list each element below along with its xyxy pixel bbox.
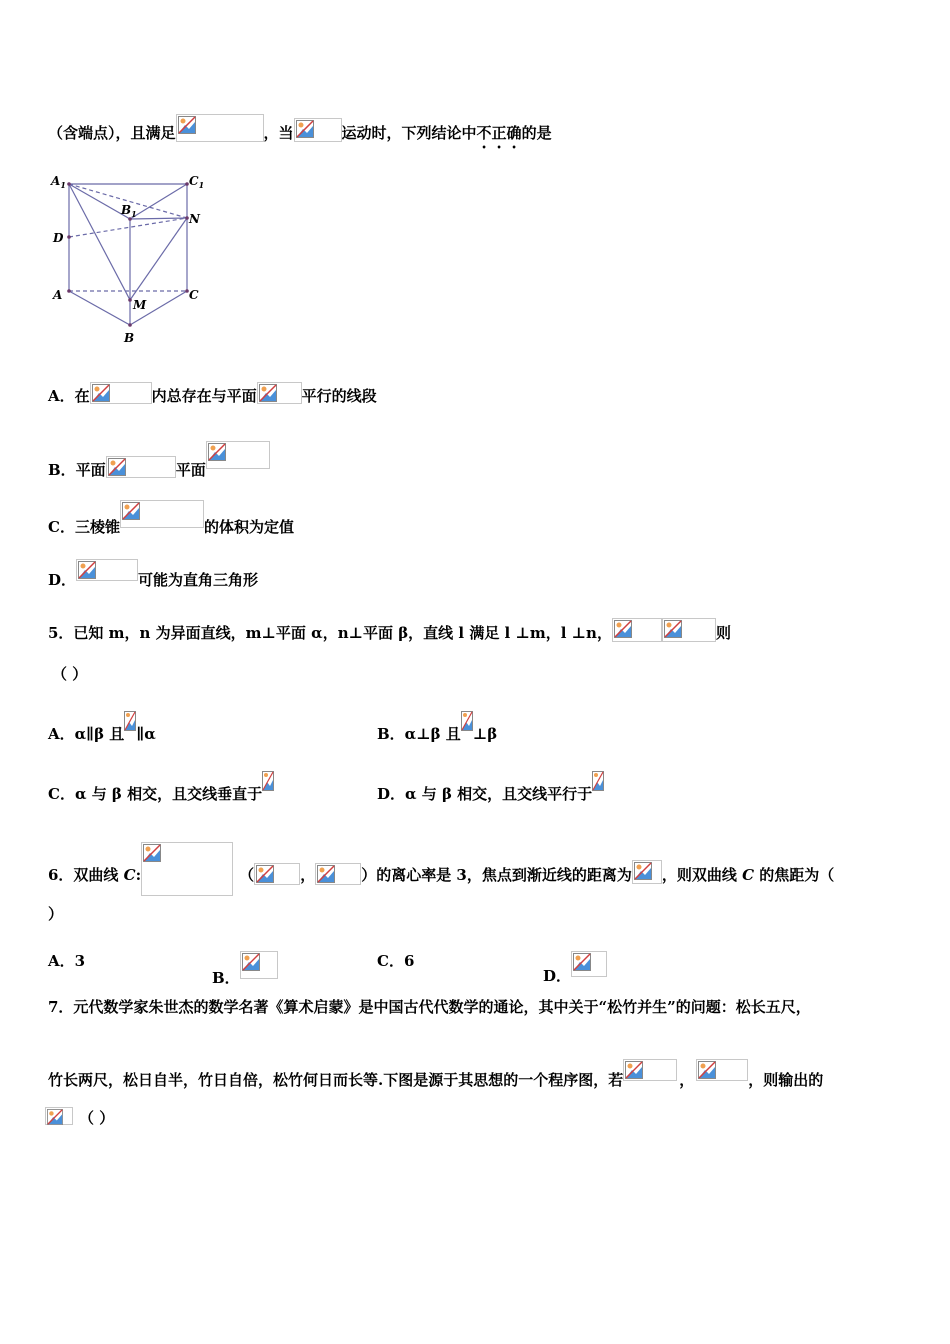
image-placeholder [612, 618, 662, 642]
question-7-line-2-post: ，则输出的 [748, 1071, 824, 1089]
broken-image-icon [122, 502, 140, 520]
image-placeholder [254, 863, 300, 885]
broken-image-icon [592, 771, 604, 791]
question-7-line-3-post: （ ） [79, 1109, 115, 1127]
image-placeholder [262, 771, 274, 793]
label-m: M [133, 298, 147, 312]
question-6-close: ） [48, 905, 64, 923]
label-b1: $B_1$ [121, 203, 137, 219]
question-5-stem-end: 则 [715, 624, 731, 642]
image-placeholder [206, 441, 270, 469]
option-5d-pre: D．α 与 β 相交，且交线平行于 [377, 785, 593, 803]
option-5b-pre: B．α⊥β 且 [377, 725, 461, 743]
question-6-comma: ， [300, 866, 316, 884]
image-placeholder [662, 618, 716, 642]
image-placeholder [90, 382, 152, 404]
image-placeholder [315, 863, 361, 885]
label-n: N [189, 212, 200, 226]
option-6d-label: D． [543, 967, 572, 985]
broken-image-icon [259, 384, 277, 402]
intro-mid: ，当 [263, 124, 294, 142]
option-5b-post: ⊥β [472, 725, 498, 743]
question-5-stem [48, 618, 731, 643]
broken-image-icon [698, 1061, 716, 1079]
question-6-mid: ）的离心率是 3，焦点到渐近线的距离为 [361, 866, 632, 884]
option-6d [543, 951, 607, 986]
question-6-stem [48, 842, 834, 896]
intro-post-a: 运动时，下列结论中 [341, 124, 477, 142]
option-5b [377, 711, 497, 744]
question-7-line-2 [48, 1059, 823, 1090]
image-placeholder [696, 1059, 748, 1081]
broken-image-icon [242, 953, 260, 971]
option-5c [48, 771, 274, 804]
image-placeholder [571, 951, 607, 977]
broken-image-icon [317, 865, 335, 883]
option-4c-post: 的体积为定值 [203, 518, 294, 536]
option-4b-mid: 平面 [175, 461, 206, 479]
prism-figure [44, 168, 214, 350]
broken-image-icon [461, 711, 473, 731]
question-7-line-2-pre: 竹长两尺，松日自半，竹日自倍，松竹何日而长等.下图是源于其思想的一个程序图，若 [48, 1071, 624, 1089]
question-6-post-a: ，则双曲线 [661, 866, 743, 884]
intro-pre: （含端点），且满足 [48, 124, 176, 142]
label-c1: $C_1$ [189, 174, 205, 190]
image-placeholder [176, 114, 264, 142]
label-b: B [124, 331, 135, 345]
broken-image-icon [634, 862, 652, 880]
broken-image-icon [143, 844, 161, 862]
question-7-comma: ， [679, 1071, 695, 1089]
broken-image-icon [178, 116, 196, 134]
image-placeholder [106, 456, 176, 478]
option-6b-label: B． [212, 969, 240, 987]
broken-image-icon [92, 384, 110, 402]
option-4a-post: 平行的线段 [301, 387, 377, 405]
broken-image-icon [664, 620, 682, 638]
option-6c: C．6 [377, 952, 415, 970]
image-placeholder [124, 711, 136, 733]
option-4a [48, 382, 377, 406]
broken-image-icon [262, 771, 274, 791]
broken-image-icon [296, 120, 314, 138]
image-placeholder [632, 860, 662, 884]
question-6-c: C [123, 866, 136, 884]
option-5a-post: ∥α [136, 725, 156, 743]
question-7-line-1: 7．元代数学家朱世杰的数学名著《算术启蒙》是中国古代代数学的通论，其中关于“松竹并生”的问题：松长五尺， [48, 998, 811, 1016]
question-5-paren: （ ） [52, 665, 88, 683]
label-c: C [189, 288, 199, 302]
option-5a-pre: A．α∥β 且 [48, 725, 125, 743]
question-6-colon: : [135, 866, 142, 884]
image-placeholder [294, 118, 342, 142]
question-5-text: 5．已知 m，n 为异面直线，m⊥平面 α，n⊥平面 β，直线 l 满足 l ⊥m，l ⊥n， [48, 624, 612, 642]
question-6-post-c: C [742, 866, 755, 884]
broken-image-icon [47, 1109, 63, 1125]
intro-emphasis: 不正确 [476, 124, 522, 142]
image-placeholder [45, 1107, 73, 1125]
image-placeholder [141, 842, 233, 896]
broken-image-icon [256, 865, 274, 883]
option-6b [212, 951, 278, 988]
broken-image-icon [208, 443, 226, 461]
image-placeholder [461, 711, 473, 733]
option-4d [48, 559, 258, 590]
question-7-line-3 [45, 1107, 114, 1128]
label-a1: $A_1$ [51, 174, 66, 190]
intro-post-b: 的是 [521, 124, 552, 142]
option-4d-post: 可能为直角三角形 [138, 571, 259, 589]
option-4d-label: D． [48, 571, 77, 589]
broken-image-icon [124, 711, 136, 731]
option-6a: A．3 [48, 952, 86, 970]
option-4c-label: C．三棱锥 [48, 518, 120, 536]
image-placeholder [592, 771, 604, 793]
question-6-post-b: 的焦距为（ [754, 866, 835, 884]
image-placeholder [240, 951, 278, 979]
image-placeholder [623, 1059, 677, 1081]
option-4b [48, 441, 270, 480]
broken-image-icon [614, 620, 632, 638]
option-5c-pre: C．α 与 β 相交，且交线垂直于 [48, 785, 263, 803]
option-4c [48, 500, 294, 537]
broken-image-icon [625, 1061, 643, 1079]
option-4a-mid: 内总存在与平面 [151, 387, 257, 405]
question-6-pre: 6．双曲线 [48, 866, 124, 884]
image-placeholder [120, 500, 204, 528]
intro-line [48, 114, 552, 152]
image-placeholder [76, 559, 138, 581]
label-a: A [53, 288, 63, 302]
label-d: D [53, 231, 64, 245]
question-6-open: （ [239, 866, 255, 884]
image-placeholder [257, 382, 302, 404]
option-5a [48, 711, 156, 744]
broken-image-icon [78, 561, 96, 579]
option-4b-label: B．平面 [48, 461, 106, 479]
broken-image-icon [108, 458, 126, 476]
option-5d [377, 771, 604, 804]
broken-image-icon [573, 953, 591, 971]
option-4a-label: A．在 [48, 387, 90, 405]
